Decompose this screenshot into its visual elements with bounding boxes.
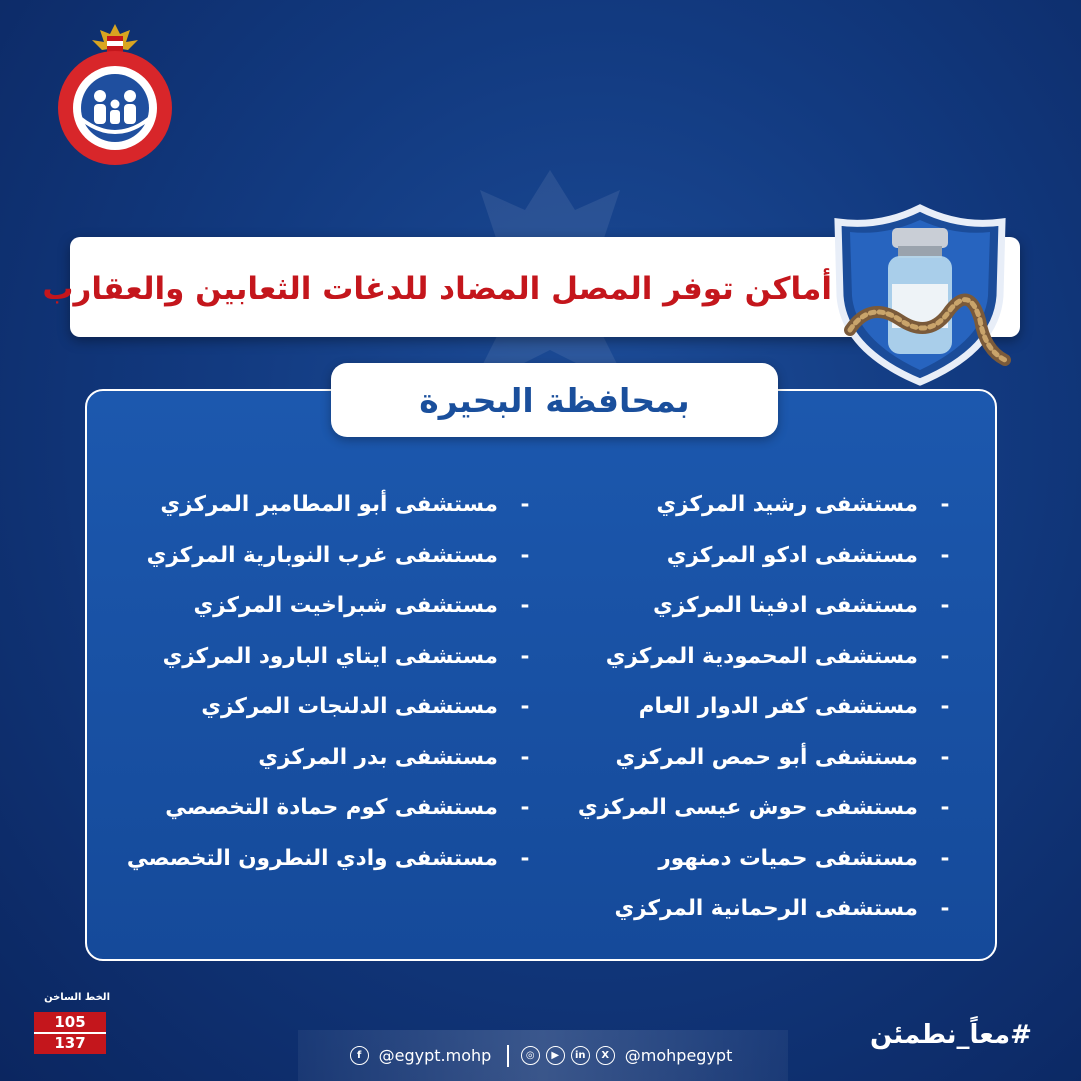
hotline-label: الخط الساخن <box>44 992 110 1003</box>
bullet-dash: - <box>520 643 530 669</box>
social-handle[interactable]: @mohpegypt <box>624 1046 733 1065</box>
social-bar <box>298 1030 788 1081</box>
hospital-name: مستشفى أبو حمص المركزي <box>615 744 918 770</box>
hospital-name: مستشفى ادفينا المركزي <box>653 593 918 618</box>
hospital-name: مستشفى غرب النوبارية المركزي <box>146 542 498 568</box>
hotline-number: 137 <box>54 1034 86 1052</box>
hospital-name: مستشفى المحمودية المركزي <box>605 643 918 669</box>
ministry-logo-icon <box>50 22 180 167</box>
hospital-list-item <box>560 632 960 683</box>
hospital-list-item <box>560 783 960 834</box>
hospital-name: مستشفى ايتاي البارود المركزي <box>162 643 498 669</box>
hospital-list-item <box>560 884 960 935</box>
youtube-icon[interactable]: ▶ <box>546 1046 565 1065</box>
hospital-list-item <box>560 581 960 632</box>
hospital-name: مستشفى بدر المركزي <box>258 744 498 770</box>
hospital-name: مستشفى كوم حمادة التخصصي <box>165 795 498 820</box>
hospital-list-right <box>560 480 960 935</box>
bullet-dash: - <box>520 593 530 618</box>
hospital-name: مستشفى رشيد المركزي <box>656 492 918 517</box>
governorate-pill <box>331 363 778 437</box>
hospital-name: مستشفى الدلنجات المركزي <box>201 694 498 719</box>
hospital-name: مستشفى حوش عيسى المركزي <box>577 795 918 820</box>
hospital-list-left <box>100 480 540 884</box>
bullet-dash: - <box>940 694 950 719</box>
hospital-name: مستشفى ادكو المركزي <box>666 542 918 568</box>
hospital-list-item <box>560 682 960 733</box>
hospital-list-item <box>100 834 540 885</box>
hospital-name: مستشفى أبو المطامير المركزي <box>160 492 498 517</box>
hashtag: #معاً_نطمئن <box>870 1020 1032 1050</box>
hospital-list-item <box>100 783 540 834</box>
hospital-name: مستشفى وادي النطرون التخصصي <box>126 845 498 871</box>
page-title: أماكن توفر المصل المضاد للدغات الثعابين والعقارب <box>42 271 832 307</box>
bullet-dash: - <box>520 542 530 568</box>
hospital-list-item <box>560 480 960 531</box>
hospital-list-item <box>560 733 960 784</box>
hospital-name: مستشفى الرحمانية المركزي <box>614 896 918 921</box>
bullet-dash: - <box>940 542 950 568</box>
x-icon[interactable]: X <box>596 1046 615 1065</box>
shield-vaccine-snake-icon <box>830 200 1015 390</box>
hospital-name: مستشفى شبراخيت المركزي <box>193 593 498 618</box>
facebook-icon[interactable]: f <box>350 1046 369 1065</box>
hospital-list-item <box>560 834 960 885</box>
hospital-list-item <box>100 682 540 733</box>
bullet-dash: - <box>940 896 950 921</box>
bullet-dash: - <box>940 593 950 618</box>
instagram-icon[interactable]: ◎ <box>521 1046 540 1065</box>
hospital-list-item <box>100 733 540 784</box>
linkedin-icon[interactable]: in <box>571 1046 590 1065</box>
bullet-dash: - <box>940 492 950 517</box>
facebook-handle[interactable]: @egypt.mohp <box>378 1046 492 1065</box>
bullet-dash: - <box>940 845 950 871</box>
bullet-dash: - <box>520 492 530 517</box>
hospital-list-item <box>100 632 540 683</box>
bullet-dash: - <box>520 845 530 871</box>
bullet-dash: - <box>940 795 950 820</box>
hospital-list-item <box>560 531 960 582</box>
social-divider <box>507 1045 509 1067</box>
hospital-list-item <box>100 531 540 582</box>
bullet-dash: - <box>520 694 530 719</box>
hospital-list-item <box>100 480 540 531</box>
bullet-dash: - <box>940 744 950 770</box>
bullet-dash: - <box>520 744 530 770</box>
bullet-dash: - <box>520 795 530 820</box>
hospital-name: مستشفى حميات دمنهور <box>658 845 918 871</box>
hotline-number: 105 <box>54 1013 86 1031</box>
bullet-dash: - <box>940 643 950 669</box>
hospital-name: مستشفى كفر الدوار العام <box>638 694 918 719</box>
hotline-box <box>34 1012 106 1054</box>
governorate-title: بمحافظة البحيرة <box>419 380 690 420</box>
hospital-list-item <box>100 581 540 632</box>
